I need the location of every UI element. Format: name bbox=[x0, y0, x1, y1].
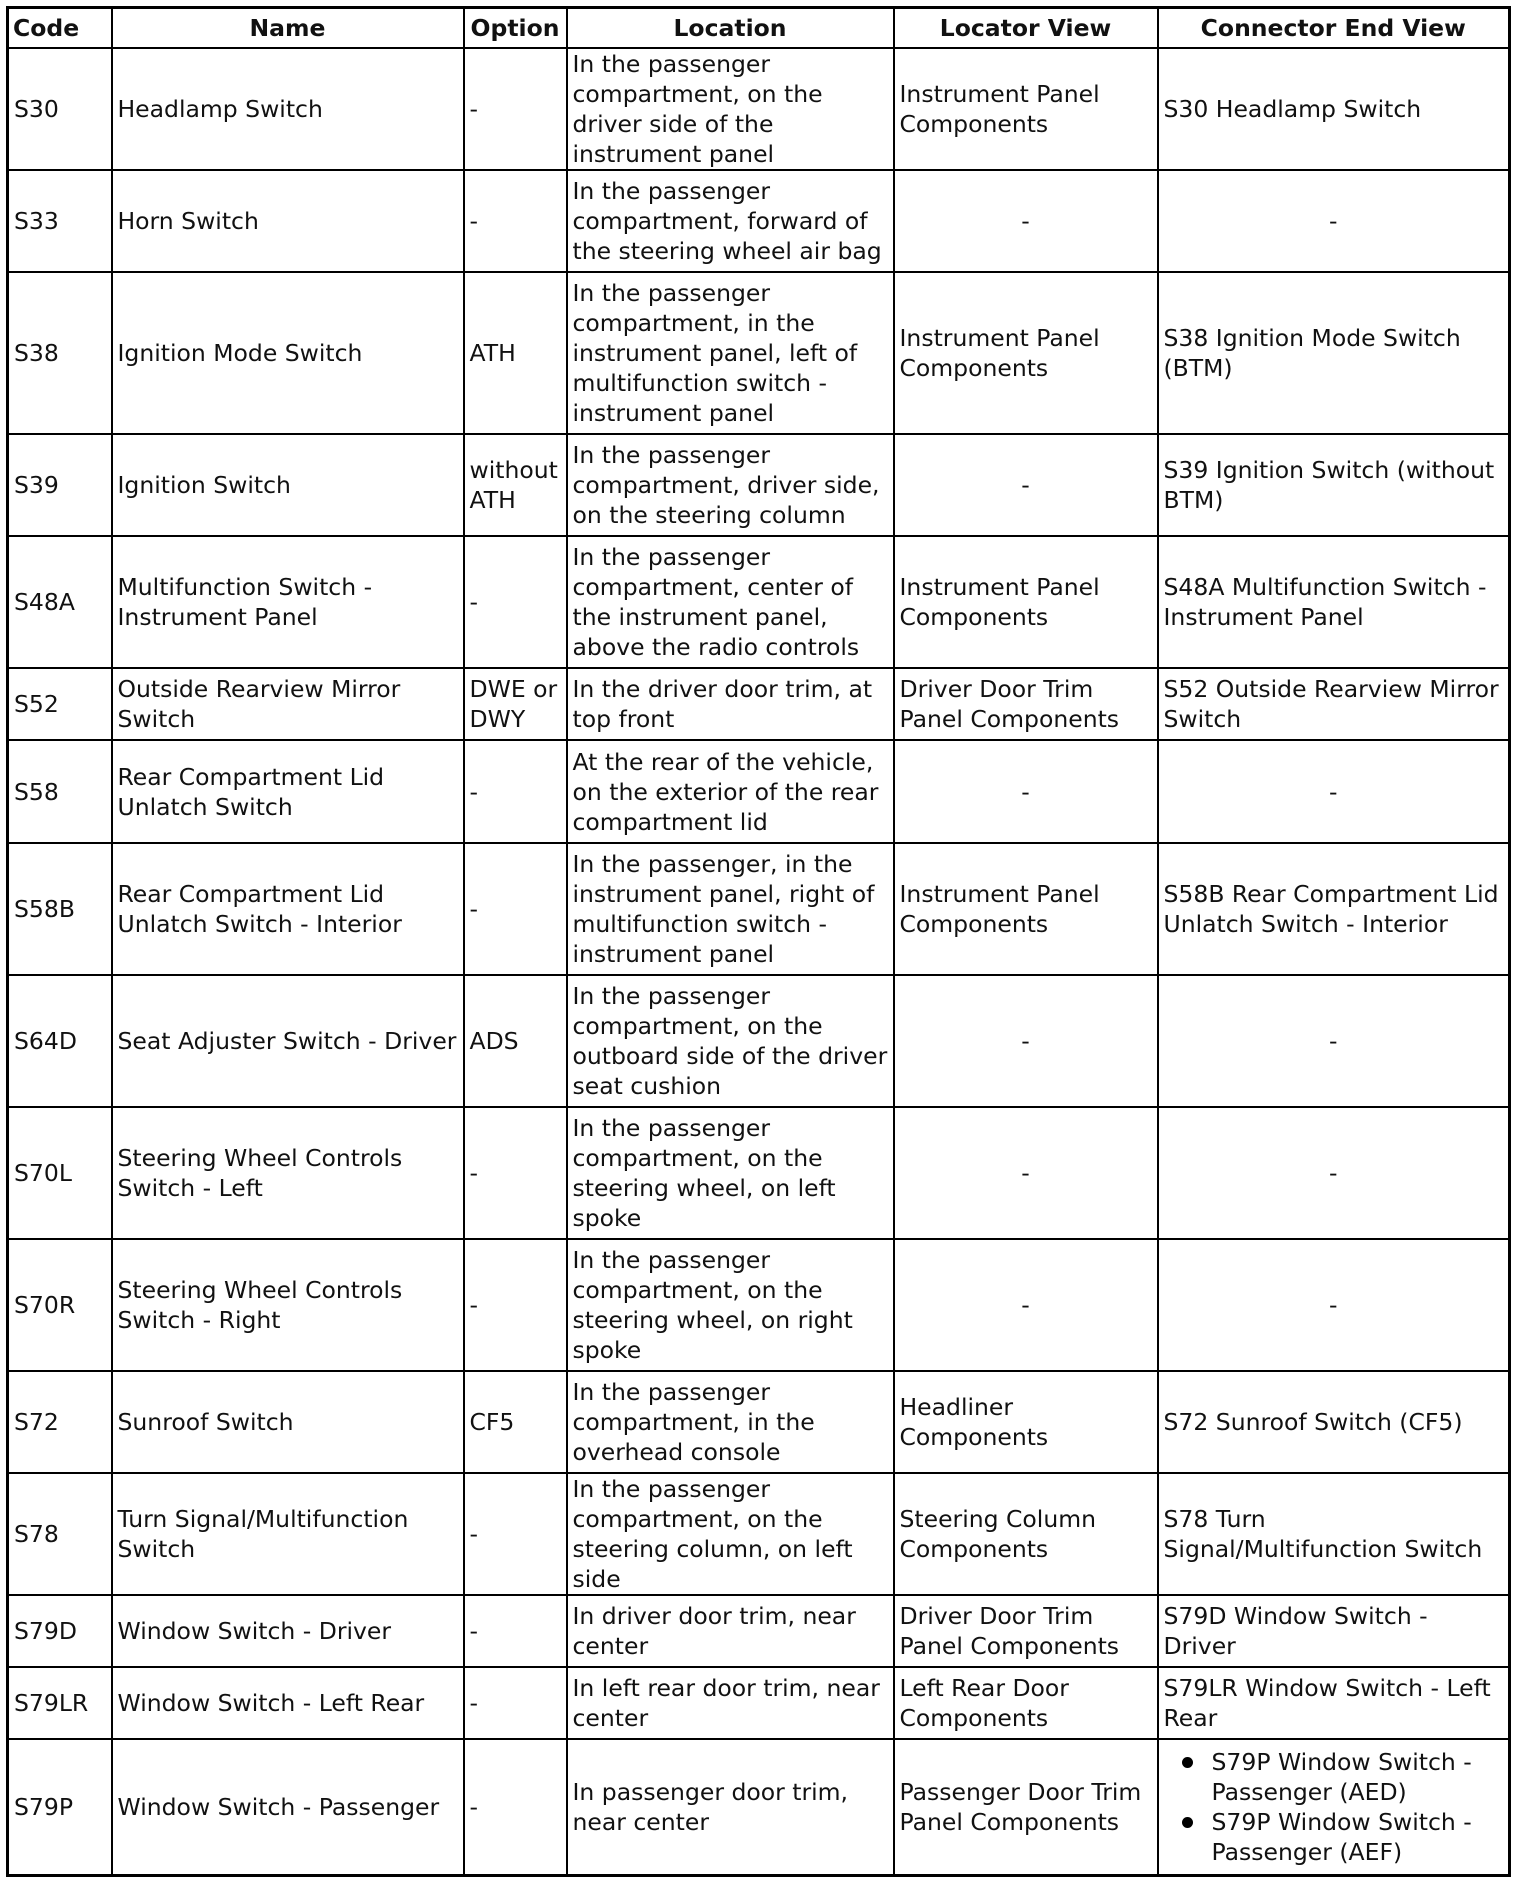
cell-option: - bbox=[464, 1739, 567, 1875]
table-row bbox=[8, 740, 1510, 843]
cell-code: S78 bbox=[8, 1473, 112, 1595]
cell-locator-view: - bbox=[894, 170, 1158, 272]
cell-name: Rear Compartment Lid Unlatch Switch - Interior bbox=[112, 843, 464, 975]
cell-option: - bbox=[464, 170, 567, 272]
table-row bbox=[8, 1595, 1510, 1667]
cell-location: In the passenger compartment, driver side, on the steering column bbox=[567, 434, 894, 536]
cell-location: In the passenger compartment, in the overhead console bbox=[567, 1371, 894, 1473]
list-item bbox=[1164, 1747, 1504, 1807]
cell-name: Outside Rearview Mirror Switch bbox=[112, 668, 464, 740]
cell-code: S70L bbox=[8, 1107, 112, 1239]
bullet-icon bbox=[1182, 1757, 1193, 1768]
cell-connector-end-view: S48A Multifunction Switch - Instrument Panel bbox=[1158, 536, 1510, 668]
cell-locator-view: - bbox=[894, 975, 1158, 1107]
table-row bbox=[8, 1371, 1510, 1473]
cell-code: S72 bbox=[8, 1371, 112, 1473]
cell-code: S79D bbox=[8, 1595, 112, 1667]
cell-location: In the passenger compartment, on the steering column, on left side bbox=[567, 1473, 894, 1595]
cell-locator-view: Left Rear Door Components bbox=[894, 1667, 1158, 1739]
cell-locator-view: - bbox=[894, 740, 1158, 843]
cell-option: - bbox=[464, 536, 567, 668]
cell-option: ATH bbox=[464, 272, 567, 434]
cell-locator-view: Instrument Panel Components bbox=[894, 536, 1158, 668]
cell-name: Sunroof Switch bbox=[112, 1371, 464, 1473]
cell-location: In the passenger compartment, center of the instrument panel, above the radio controls bbox=[567, 536, 894, 668]
cell-code: S70R bbox=[8, 1239, 112, 1371]
cell-locator-view: Driver Door Trim Panel Components bbox=[894, 668, 1158, 740]
cell-location: In the passenger compartment, forward of the steering wheel air bag bbox=[567, 170, 894, 272]
cell-locator-view: - bbox=[894, 1239, 1158, 1371]
cell-code: S48A bbox=[8, 536, 112, 668]
cell-connector-end-view: S79D Window Switch - Driver bbox=[1158, 1595, 1510, 1667]
connector-end-view-item: S79P Window Switch - Passenger (AED) bbox=[1211, 1747, 1472, 1806]
cell-code: S58 bbox=[8, 740, 112, 843]
col-header-code: Code bbox=[8, 8, 112, 49]
cell-location: In passenger door trim, near center bbox=[567, 1739, 894, 1875]
cell-name: Window Switch - Passenger bbox=[112, 1739, 464, 1875]
cell-locator-view: Passenger Door Trim Panel Components bbox=[894, 1739, 1158, 1875]
table-row bbox=[8, 434, 1510, 536]
cell-name: Seat Adjuster Switch - Driver bbox=[112, 975, 464, 1107]
cell-locator-view: Steering Column Components bbox=[894, 1473, 1158, 1595]
table-row bbox=[8, 1107, 1510, 1239]
cell-name: Window Switch - Driver bbox=[112, 1595, 464, 1667]
cell-connector-end-view: S38 Ignition Mode Switch (BTM) bbox=[1158, 272, 1510, 434]
table-row bbox=[8, 536, 1510, 668]
cell-connector-end-view: S58B Rear Compartment Lid Unlatch Switch - Interior bbox=[1158, 843, 1510, 975]
cell-connector-end-view: - bbox=[1158, 1107, 1510, 1239]
cell-name: Window Switch - Left Rear bbox=[112, 1667, 464, 1739]
cell-locator-view: Instrument Panel Components bbox=[894, 843, 1158, 975]
table-row bbox=[8, 668, 1510, 740]
cell-option: - bbox=[464, 1107, 567, 1239]
table-row bbox=[8, 170, 1510, 272]
cell-connector-end-view: - bbox=[1158, 975, 1510, 1107]
bullet-icon bbox=[1182, 1817, 1193, 1828]
cell-name: Ignition Mode Switch bbox=[112, 272, 464, 434]
cell-connector-end-view: - bbox=[1158, 740, 1510, 843]
cell-name: Turn Signal/Multifunction Switch bbox=[112, 1473, 464, 1595]
cell-option: - bbox=[464, 1667, 567, 1739]
header-row bbox=[8, 8, 1510, 49]
col-header-option: Option bbox=[464, 8, 567, 49]
col-header-connector-end-view: Connector End View bbox=[1158, 8, 1510, 49]
cell-name: Steering Wheel Controls Switch - Right bbox=[112, 1239, 464, 1371]
cell-name: Rear Compartment Lid Unlatch Switch bbox=[112, 740, 464, 843]
table-row bbox=[8, 1739, 1510, 1875]
cell-location: In the passenger, in the instrument panel, right of multifunction switch - instrument panel bbox=[567, 843, 894, 975]
cell-option: without ATH bbox=[464, 434, 567, 536]
table-row bbox=[8, 975, 1510, 1107]
cell-connector-end-view: S72 Sunroof Switch (CF5) bbox=[1158, 1371, 1510, 1473]
list-item bbox=[1164, 1807, 1504, 1867]
cell-name: Multifunction Switch - Instrument Panel bbox=[112, 536, 464, 668]
table-row bbox=[8, 48, 1510, 170]
cell-code: S79LR bbox=[8, 1667, 112, 1739]
component-locator-table bbox=[6, 6, 1511, 1877]
cell-option: - bbox=[464, 1239, 567, 1371]
cell-name: Ignition Switch bbox=[112, 434, 464, 536]
cell-name: Headlamp Switch bbox=[112, 48, 464, 170]
cell-option: DWE or DWY bbox=[464, 668, 567, 740]
cell-connector-end-view bbox=[1158, 1739, 1510, 1875]
connector-end-view-item: S79P Window Switch - Passenger (AEF) bbox=[1211, 1807, 1472, 1866]
cell-locator-view: - bbox=[894, 1107, 1158, 1239]
cell-code: S52 bbox=[8, 668, 112, 740]
cell-locator-view: Driver Door Trim Panel Components bbox=[894, 1595, 1158, 1667]
cell-location: In the passenger compartment, in the instrument panel, left of multifunction switch - instrument panel bbox=[567, 272, 894, 434]
cell-code: S30 bbox=[8, 48, 112, 170]
cell-connector-end-view: S78 Turn Signal/Multifunction Switch bbox=[1158, 1473, 1510, 1595]
cell-location: In the passenger compartment, on the outboard side of the driver seat cushion bbox=[567, 975, 894, 1107]
cell-locator-view: - bbox=[894, 434, 1158, 536]
cell-option: - bbox=[464, 843, 567, 975]
table-row bbox=[8, 272, 1510, 434]
cell-connector-end-view: S39 Ignition Switch (without BTM) bbox=[1158, 434, 1510, 536]
cell-code: S64D bbox=[8, 975, 112, 1107]
table-row bbox=[8, 1667, 1510, 1739]
cell-option: - bbox=[464, 1473, 567, 1595]
cell-location: In the passenger compartment, on the steering wheel, on left spoke bbox=[567, 1107, 894, 1239]
cell-location: At the rear of the vehicle, on the exterior of the rear compartment lid bbox=[567, 740, 894, 843]
cell-name: Steering Wheel Controls Switch - Left bbox=[112, 1107, 464, 1239]
cell-connector-end-view: S52 Outside Rearview Mirror Switch bbox=[1158, 668, 1510, 740]
cell-option: - bbox=[464, 1595, 567, 1667]
cell-connector-end-view: - bbox=[1158, 170, 1510, 272]
table-row bbox=[8, 843, 1510, 975]
cell-name: Horn Switch bbox=[112, 170, 464, 272]
col-header-location: Location bbox=[567, 8, 894, 49]
cell-location: In the passenger compartment, on the driver side of the instrument panel bbox=[567, 48, 894, 170]
cell-code: S79P bbox=[8, 1739, 112, 1875]
cell-connector-end-view: - bbox=[1158, 1239, 1510, 1371]
cell-locator-view: Instrument Panel Components bbox=[894, 48, 1158, 170]
table-row bbox=[8, 1239, 1510, 1371]
col-header-name: Name bbox=[112, 8, 464, 49]
cell-code: S38 bbox=[8, 272, 112, 434]
cell-location: In the driver door trim, at top front bbox=[567, 668, 894, 740]
table-row bbox=[8, 1473, 1510, 1595]
cell-connector-end-view: S30 Headlamp Switch bbox=[1158, 48, 1510, 170]
cell-location: In left rear door trim, near center bbox=[567, 1667, 894, 1739]
cell-code: S58B bbox=[8, 843, 112, 975]
cell-location: In the passenger compartment, on the steering wheel, on right spoke bbox=[567, 1239, 894, 1371]
cell-connector-end-view: S79LR Window Switch - Left Rear bbox=[1158, 1667, 1510, 1739]
cell-option: - bbox=[464, 740, 567, 843]
connector-end-view-list bbox=[1164, 1747, 1504, 1867]
cell-option: ADS bbox=[464, 975, 567, 1107]
col-header-locator-view: Locator View bbox=[894, 8, 1158, 49]
component-locator-table-container bbox=[6, 6, 1508, 1866]
cell-code: S33 bbox=[8, 170, 112, 272]
cell-location: In driver door trim, near center bbox=[567, 1595, 894, 1667]
cell-code: S39 bbox=[8, 434, 112, 536]
cell-locator-view: Instrument Panel Components bbox=[894, 272, 1158, 434]
cell-option: CF5 bbox=[464, 1371, 567, 1473]
cell-locator-view: Headliner Components bbox=[894, 1371, 1158, 1473]
cell-option: - bbox=[464, 48, 567, 170]
